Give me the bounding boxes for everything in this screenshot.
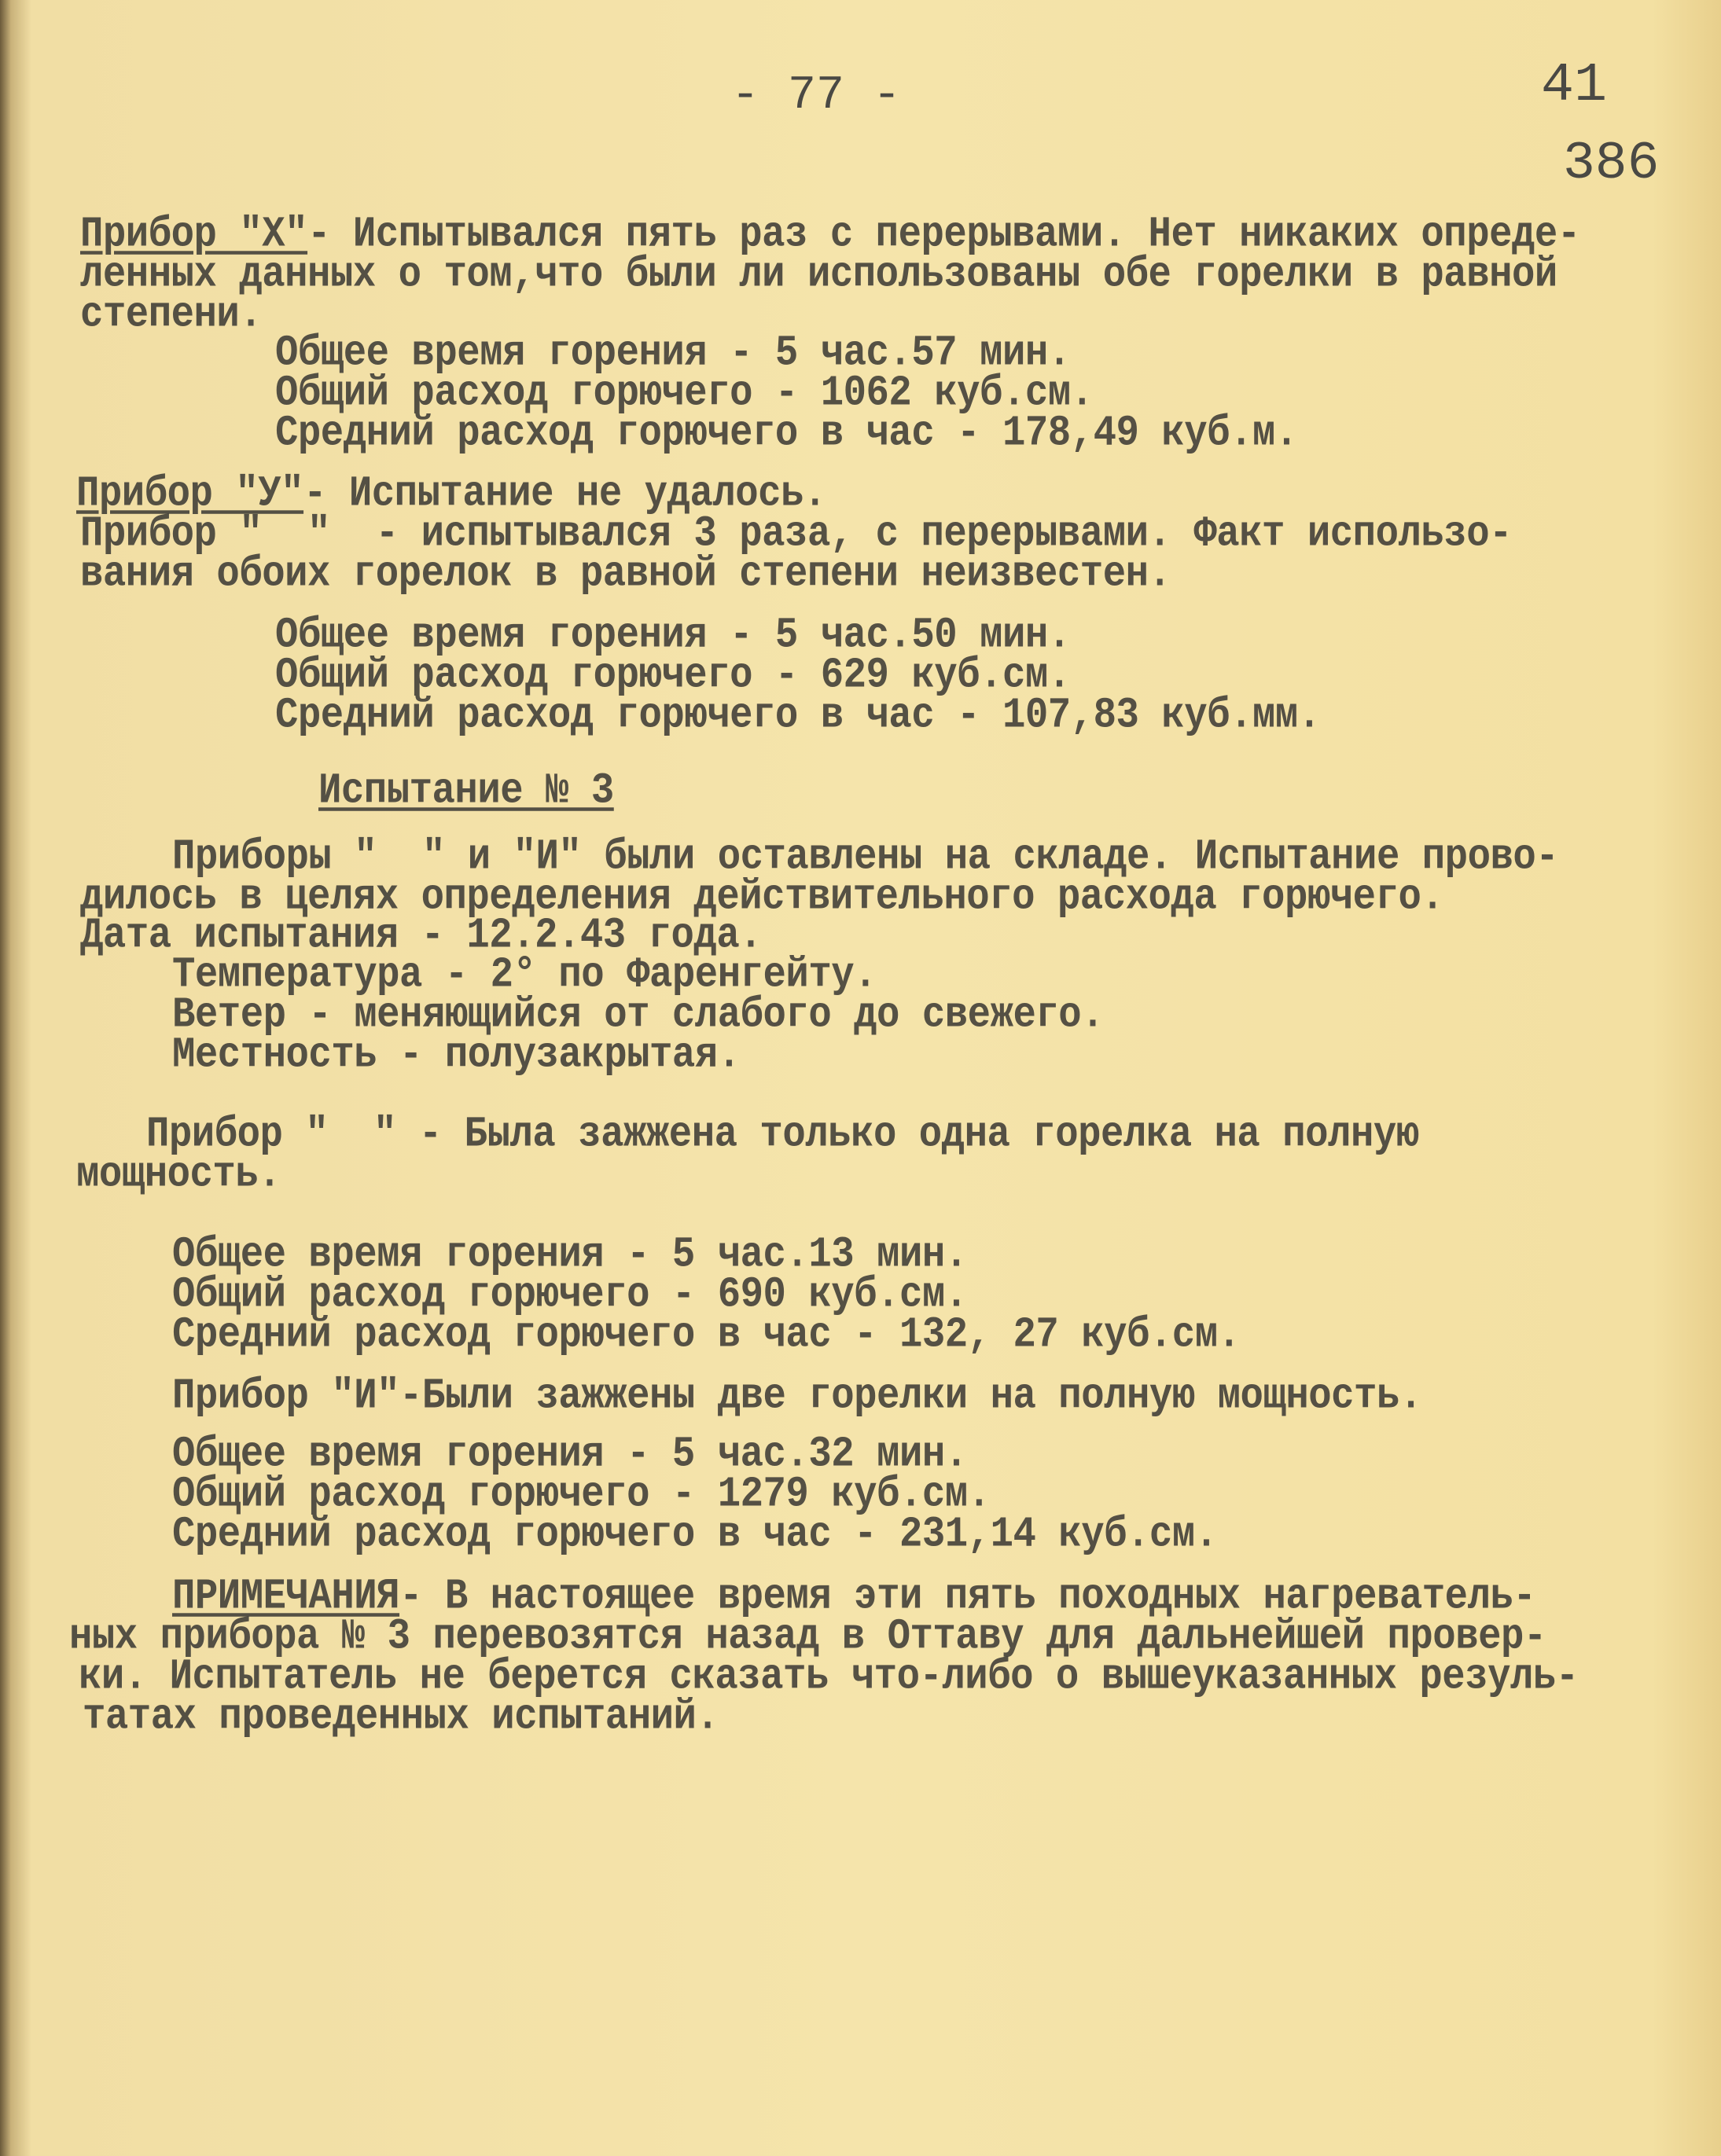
paragraph-line: Местность - полузакрытая.	[172, 1030, 741, 1080]
stat-line: Общее время горения - 5 час.13 мин.	[172, 1229, 968, 1280]
text: - Испытывался пять раз с перерывами. Нет никаких опреде-	[307, 209, 1580, 259]
paragraph-line: Температура - 2° по Фаренгейту.	[172, 949, 877, 1000]
paragraph-line: дилось в целях определения действительного расхода горючего.	[80, 872, 1444, 922]
paragraph-line: ленных данных о том,что были ли использованы обе горелки в равной	[80, 249, 1557, 299]
paragraph-line: ных прибора № 3 перевозятся назад в Оттаву для дальнейшей провер-	[69, 1611, 1546, 1662]
stat-line: Общий расход горючего - 1062 куб.см.	[275, 368, 1094, 418]
stat-line: Общее время горения - 5 час.57 мин.	[275, 328, 1071, 378]
device-x-label: Прибор "Х"	[80, 209, 308, 259]
paragraph-line: Дата испытания - 12.2.43 года.	[80, 910, 763, 960]
stat-line: Общий расход горючего - 690 куб.см.	[172, 1269, 968, 1320]
text: - В настоящее время эти пять походных нагреватель-	[399, 1571, 1536, 1622]
paragraph-line: Прибор " " - Была зажжена только одна горелка на полную	[146, 1109, 1419, 1159]
folio-number-bottom: 386	[1563, 134, 1660, 194]
stat-line: Средний расход горючего в час - 178,49 куб.м.	[275, 408, 1298, 458]
paragraph-line: Прибор "И"-Были зажжены две горелки на полную мощность.	[172, 1371, 1422, 1421]
stat-line: Средний расход горючего в час - 132, 27 куб.см.	[172, 1309, 1241, 1360]
paragraph-line: ки. Испытатель не берется сказать что-либо о вышеуказанных резуль-	[79, 1651, 1579, 1702]
paragraph-line: мощность.	[76, 1149, 281, 1199]
paragraph-line: татах проведенных испытаний.	[83, 1691, 719, 1742]
paragraph-line: Прибор " " - испытывался 3 раза, с перерывами. Факт использо-	[80, 509, 1513, 559]
stat-line: Средний расход горючего в час - 231,14 куб.см.	[172, 1509, 1218, 1559]
paragraph-line: вания обоих горелок в равной степени неизвестен.	[80, 549, 1171, 599]
stat-line: Общий расход горючего - 629 куб.см.	[275, 650, 1071, 700]
device-y-label: Прибор "У"	[76, 468, 304, 519]
paragraph-line: степени.	[80, 289, 263, 340]
stat-line: Средний расход горючего в час - 107,83 куб.мм.	[275, 690, 1321, 740]
notes-label: ПРИМЕЧАНИЯ	[172, 1571, 400, 1622]
folio-number-top: 41	[1541, 55, 1608, 117]
page-number: - 77 -	[731, 69, 902, 123]
stat-line: Общее время горения - 5 час.32 мин.	[172, 1429, 968, 1479]
section-heading: Испытание № 3	[318, 766, 614, 816]
text: - Испытание не удалось.	[303, 468, 826, 519]
paragraph-line: Приборы " " и "И" были оставлены на складе. Испытание прово-	[172, 832, 1559, 882]
stat-line: Общий расход горючего - 1279 куб.см.	[172, 1469, 991, 1519]
paragraph-line: Ветер - меняющийся от слабого до свежего.	[172, 990, 1105, 1040]
stat-line: Общее время горения - 5 час.50 мин.	[275, 610, 1071, 660]
